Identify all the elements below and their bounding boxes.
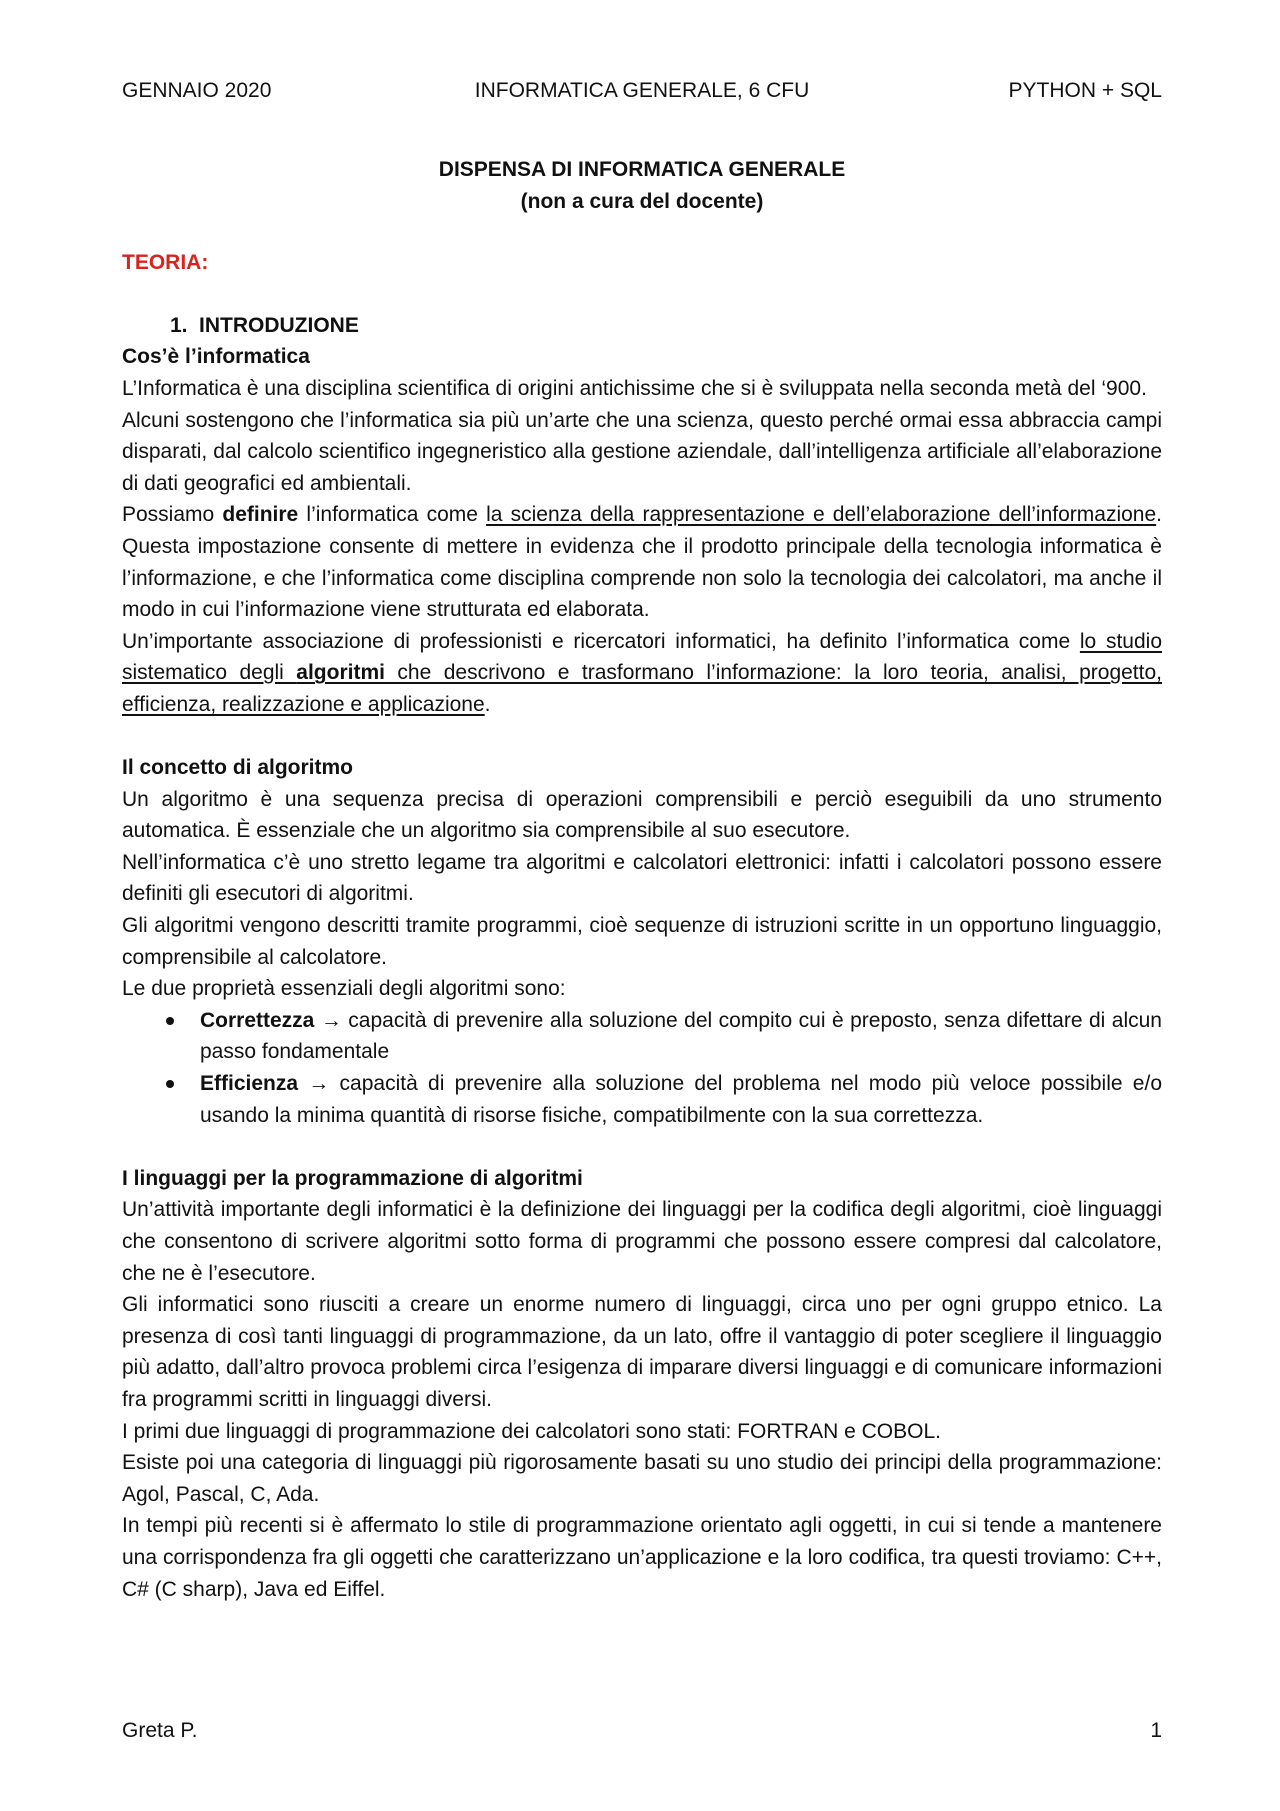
chapter-heading bbox=[122, 310, 1162, 342]
bold-term: Efficienza bbox=[200, 1072, 299, 1096]
document-body bbox=[122, 154, 1162, 1605]
paragraph: Un’attività importante degli informatici è la definizione dei linguaggi per la codifica degli algoritmi, cioè linguaggi che consentono di scrivere algoritmi sotto forma di programmi che possono essere compresi dal calcolatore, che ne è l’esecutore. bbox=[122, 1198, 1162, 1285]
properties-list bbox=[122, 1005, 1162, 1131]
bold-term: algoritmi bbox=[296, 661, 385, 685]
section-heading-informatica: Cos’è l’informatica bbox=[122, 345, 310, 369]
header-topic: PYTHON + SQL bbox=[1008, 79, 1162, 102]
list-item: Efficienza → capacità di prevenire alla soluzione del problema nel modo più veloce possibile e/o usando la minima quantità di risorse fisiche, compatibilmente con la sua correttezza. bbox=[122, 1068, 1162, 1131]
footer-author: Greta P. bbox=[122, 1719, 198, 1742]
list-item: Correttezza → capacità di prevenire alla soluzione del compito cui è preposto, senza difettare di alcun passo fondamentale bbox=[122, 1005, 1162, 1068]
paragraph: Alcuni sostengono che l’informatica sia più un’arte che una scienza, questo perché ormai essa abbraccia campi disparati, dal calcolo scientifico ingegneristico alla gestione aziendale, dall’intelligenza artificiale all’elaborazione di dati geografici ed ambientali. bbox=[122, 408, 1162, 495]
document-title: DISPENSA DI INFORMATICA GENERALE bbox=[438, 158, 846, 181]
chapter-number: 1. bbox=[170, 313, 188, 337]
section-heading-algoritmo: Il concetto di algoritmo bbox=[122, 756, 354, 780]
underlined-definition: la scienza della rappresentazione e dell’elaborazione dell’informazione bbox=[486, 503, 1157, 527]
bullet-icon bbox=[166, 1017, 174, 1025]
paragraph: Esiste poi una categoria di linguaggi più rigorosamente basati su uno studio dei principi della programmazione: Agol, Pascal, C, Ada. bbox=[122, 1451, 1162, 1506]
page-footer bbox=[122, 1718, 1162, 1744]
paragraph: Nell’informatica c’è uno stretto legame tra algoritmi e calcolatori elettronici: infatti i calcolatori possono essere definiti gli esecutori di algoritmi. bbox=[122, 850, 1162, 906]
bold-term: Correttezza bbox=[200, 1008, 315, 1032]
document-subtitle: (non a cura del docente) bbox=[520, 189, 764, 213]
page-number: 1 bbox=[1150, 1719, 1162, 1742]
bullet-icon bbox=[166, 1080, 174, 1088]
paragraph: Le due proprietà essenziali degli algoritmi sono: bbox=[122, 977, 566, 1001]
paragraph: Gli informatici sono riusciti a creare un enorme numero di linguaggi, circa uno per ogni gruppo etnico. La presenza di così tanti linguaggi di programmazione, da un lato, offre il vantaggio di poter scegliere il linguaggio più adatto, dall’altro provoca problemi circa l’esigenza di imparare diversi linguaggi e di comunicare informazioni fra programmi scritti in linguaggi diversi. bbox=[122, 1293, 1162, 1411]
chapter-title: INTRODUZIONE bbox=[199, 313, 359, 337]
paragraph: Possiamo definire l’informatica come la scienza della rappresentazione e dell’elaborazione dell’informazione. Questa impostazione consente di mettere in evidenza che il prodotto principale della tecnologia informatica è l’informazione, e che l’informatica come disciplina comprende non solo la tecnologia dei calcolatori, ma anche il modo in cui l’informazione viene strutturata ed elaborata. bbox=[122, 503, 1162, 622]
page-header bbox=[122, 78, 1162, 104]
section-heading-linguaggi: I linguaggi per la programmazione di algoritmi bbox=[122, 1166, 583, 1190]
paragraph: Gli algoritmi vengono descritti tramite programmi, cioè sequenze di istruzioni scritte in un opportuno linguaggio, comprensibile al calcolatore. bbox=[122, 914, 1162, 969]
underlined-definition: lo studio sistematico degli algoritmi che descrivono e trasformano l’informazione: la loro teoria, analisi, progetto, efficienza, realizzazione e applicazione bbox=[122, 629, 1163, 716]
section-label-teoria: TEORIA: bbox=[122, 251, 209, 275]
paragraph: In tempi più recenti si è affermato lo stile di programmazione orientato agli oggetti, in cui si tende a mantenere una corrispondenza fra gli oggetti che caratterizzano un’applicazione e la loro codifica, tra questi troviamo: C++, C# (C sharp), Java ed Eiffel. bbox=[122, 1514, 1162, 1601]
paragraph: I primi due linguaggi di programmazione dei calcolatori sono stati: FORTRAN e COBOL. bbox=[122, 1419, 941, 1443]
header-date: GENNAIO 2020 bbox=[122, 79, 272, 102]
paragraph: Un algoritmo è una sequenza precisa di operazioni comprensibili e perciò eseguibili da uno strumento automatica. È essenziale che un algoritmo sia comprensibile al suo esecutore. bbox=[122, 787, 1162, 843]
bold-term: definire bbox=[222, 503, 299, 527]
header-course: INFORMATICA GENERALE, 6 CFU bbox=[474, 79, 810, 102]
paragraph: L’Informatica è una disciplina scientifica di origini antichissime che si è sviluppata nella seconda metà del ‘900. bbox=[122, 376, 1147, 400]
paragraph: Un’importante associazione di professionisti e ricercatori informatici, ha definito l’informatica come lo studio sistematico degli algoritmi che descrivono e trasformano l’informazione: la loro teoria, analisi, progetto, efficienza, realizzazione e applicazione. bbox=[122, 629, 1163, 716]
